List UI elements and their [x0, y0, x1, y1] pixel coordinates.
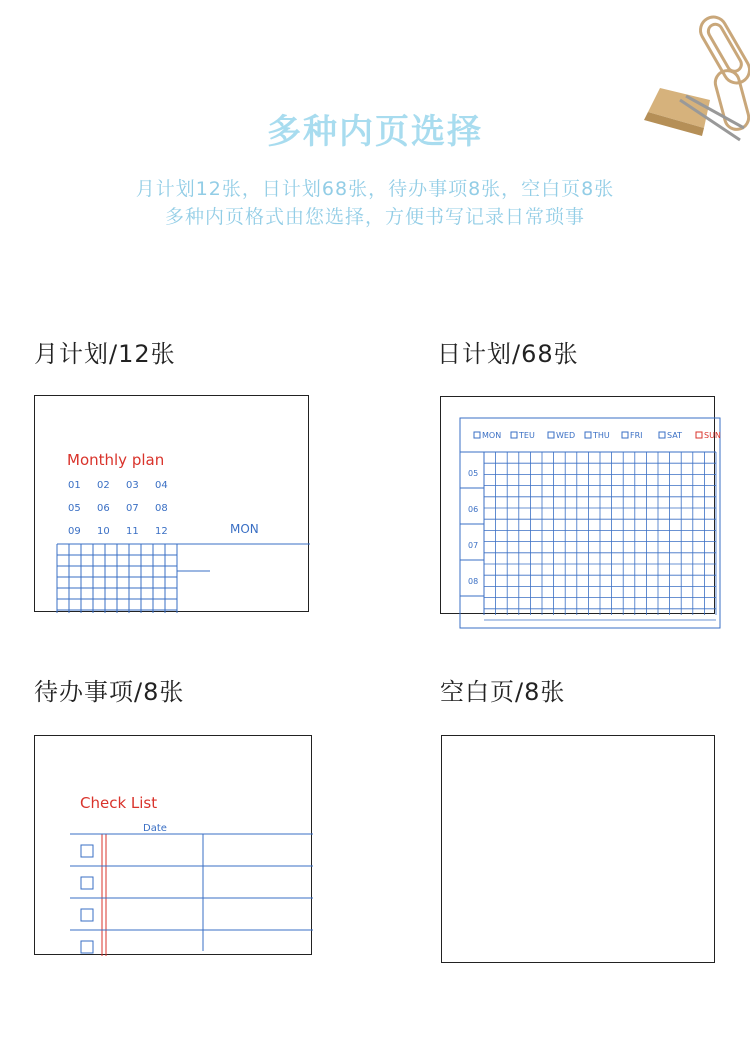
- daily-row-label: 06: [468, 505, 479, 514]
- todo-section-label: 待办事项/8张: [34, 678, 185, 706]
- checklist-checkbox: [81, 941, 93, 953]
- weekday-label: WED: [556, 431, 576, 440]
- month-number: 06: [97, 503, 110, 514]
- weekday-checkbox: [474, 432, 480, 438]
- month-number: 05: [68, 503, 81, 514]
- subtitle-line-1: 月计划12张，日计划68张，待办事项8张，空白页8张: [135, 178, 615, 200]
- daily-row-label: 05: [468, 469, 479, 478]
- monthly-plan-preview: [34, 395, 309, 612]
- weekday-label: SUN: [704, 431, 721, 440]
- monthly-day-label: MON: [230, 522, 259, 536]
- subtitle-line-2: 多种内页格式由您选择，方便书写记录日常琐事: [164, 206, 585, 228]
- weekday-checkbox: [696, 432, 702, 438]
- daily-row-label: 08: [468, 577, 479, 586]
- month-number: 08: [155, 503, 168, 514]
- weekday-label: THU: [593, 431, 610, 440]
- page-title: 多种内页选择: [267, 112, 483, 152]
- weekday-checkbox: [585, 432, 591, 438]
- blank-section-label: 空白页/8张: [440, 678, 566, 706]
- month-number: 10: [97, 526, 110, 537]
- month-number: 01: [68, 480, 81, 491]
- checklist-date-label: Date: [143, 823, 167, 834]
- checklist-checkbox: [81, 909, 93, 921]
- daily-plan-svg: [441, 397, 721, 615]
- daily-plan-preview: [440, 396, 721, 614]
- checklist-checkbox: [81, 845, 93, 857]
- weekday-checkbox: [548, 432, 554, 438]
- checklist-checkbox: [81, 877, 93, 889]
- weekday-label: SAT: [667, 431, 682, 440]
- month-number: 07: [126, 503, 139, 514]
- checklist-heading: Check List: [80, 794, 158, 812]
- daily-section-label: 日计划/68张: [437, 340, 579, 368]
- month-number: 03: [126, 480, 139, 491]
- weekday-label: FRI: [630, 431, 643, 440]
- month-number: 12: [155, 526, 168, 537]
- weekday-checkbox: [659, 432, 665, 438]
- month-number: 04: [155, 480, 168, 491]
- month-number: 02: [97, 480, 110, 491]
- weekday-label: MON: [482, 431, 502, 440]
- weekday-label: TEU: [519, 431, 535, 440]
- monthly-plan-svg: [35, 396, 310, 613]
- month-number: 11: [126, 526, 139, 537]
- weekday-checkbox: [622, 432, 628, 438]
- todo-list-preview: [34, 735, 312, 955]
- monthly-heading: Monthly plan: [67, 451, 165, 469]
- weekday-checkbox: [511, 432, 517, 438]
- monthly-section-label: 月计划/12张: [34, 340, 176, 368]
- month-number: 09: [68, 526, 81, 537]
- blank-page-preview: [441, 735, 715, 963]
- daily-row-label: 07: [468, 541, 479, 550]
- todo-list-svg: [35, 736, 313, 956]
